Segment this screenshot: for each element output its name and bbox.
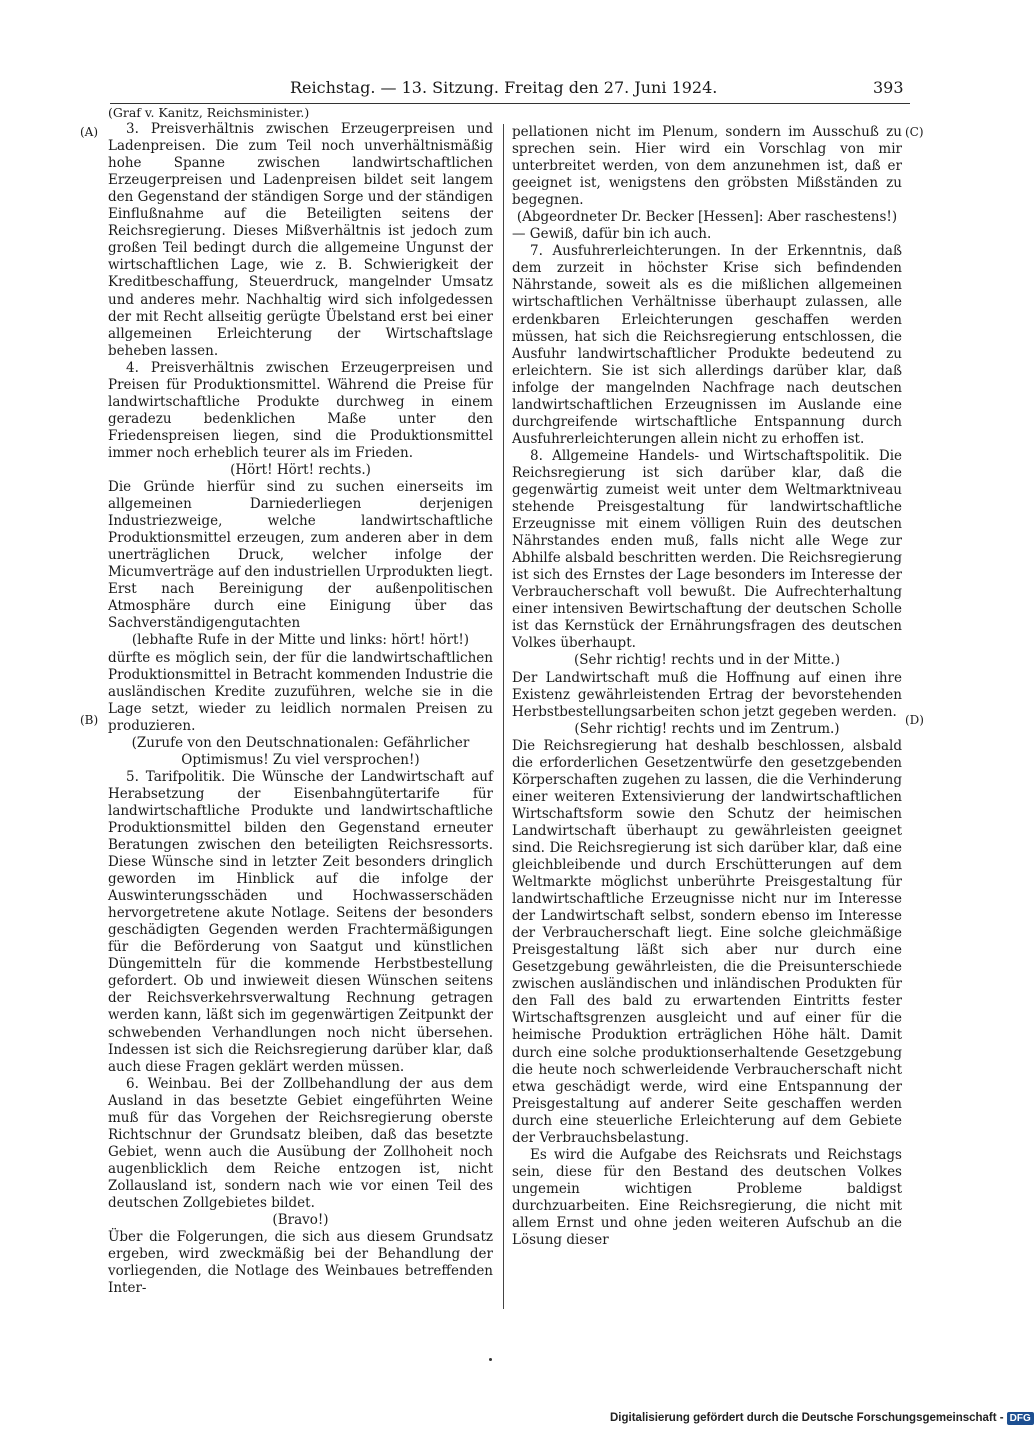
right-interjection: (Abgeordneter Dr. Becker [Hessen]: Aber raschestens!) <box>516 209 898 226</box>
right-interjection: (Sehr richtig! rechts und in der Mitte.) <box>574 652 840 669</box>
running-head: Reichstag. — 13. Sitzung. Freitag den 27. Juni 1924. <box>290 78 718 97</box>
left-paragraph: dürfte es möglich sein, der für die landwirtschaftlichen Produktionsmittel in Betracht kommenden Industrie die ausländischen Kredite zuzuführen, welche sie in die Lage setzt, wieder zu leidlich normalen Preisen zu produzieren. <box>108 649 493 734</box>
right-paragraph: — Gewiß, dafür bin ich auch. <box>512 226 712 243</box>
right-column <box>512 124 902 1249</box>
dfg-logo: DFG <box>1007 1412 1034 1425</box>
left-paragraph: 6. Weinbau. Bei der Zollbehandlung der aus dem Ausland in das besetzte Gebiet eingeführten Weine muß für das Vorgehen der Reichsregierung oberste Richtschnur der Grundsatz bleiben, daß das besetzte Gebiet, wenn auch die Ausübung der Zollhoheit noch augenblicklich dem Reiche entzogen ist, nicht Zollausland ist, sondern nach wie vor einen Teil des deutschen Zollgebietes bildet. <box>108 1075 493 1211</box>
margin-marker-b: (B) <box>80 713 99 727</box>
margin-marker-d: (D) <box>905 713 924 727</box>
left-interjection: (Hört! Hört! rechts.) <box>230 461 371 478</box>
margin-marker-a: (A) <box>80 125 99 139</box>
right-paragraph: 8. Allgemeine Handels- und Wirtschaftspolitik. Die Reichsregierung ist sich darüber klar, daß die gegenwärtig zumeist weit unter dem Weltmarktniveau stehende Preisgestaltung für landwirtschaftliche Erzeugnisse mit einem völligen Ruin des deutschen Nährstandes enden muß, falls nicht alle Wege zur Abhilfe alsbald beschritten werden. Die Reichsregierung ist sich des Ernstes der Lage besonders im Interesse der Verbraucherschaft voll bewußt. Die Aufrechterhaltung einer intensiven Bewirtschaftung der deutschen Scholle ist das Kernstück der Ernährungsfragen des deutschen Volkes überhaupt. <box>512 447 902 652</box>
right-column-body <box>512 124 902 1249</box>
left-column-body <box>108 121 493 1297</box>
footer-text: Digitalisierung gefördert durch die Deutsche Forschungsgemeinschaft - <box>610 1412 1004 1424</box>
left-paragraph: 4. Preisverhältnis zwischen Erzeugerpreisen und Preisen für Produktionsmittel. Während die Preise für landwirtschaftliche Produkte durchweg in einem geradezu bedenklichen Maße unter den Friedenspreisen liegen, sind die Produktionsmittel immer noch erheblich teurer als im Frieden. <box>108 359 493 461</box>
right-paragraph: Der Landwirtschaft muß die Hoffnung auf einen ihre Existenz gewährleistenden Ertrag der bevorstehenden Herbstbestellungsarbeiten schon jetzt gegeben werden. <box>512 669 902 720</box>
left-paragraph: Über die Folgerungen, die sich aus diesem Grundsatz ergeben, wird zweckmäßig bei der Behandlung der vorliegenden, die Notlage des Weinbaues betreffenden Inter- <box>108 1229 493 1297</box>
right-paragraph: 7. Ausfuhrerleichterungen. In der Erkenntnis, daß dem zurzeit in höchster Krise sich befindenden Nährstande, soweit als es die mißlichen allgemeinen wirtschaftlichen Verhältnisse überhaupt zulassen, alle erdenkbaren Erleichterungen geschaffen werden müssen, hat sich die Reichsregierung entschlossen, die Ausfuhr landwirtschaftlicher Produkte bedeutend zu erleichtern. Sie ist sich allerdings darüber klar, daß infolge der mangelnden Nachfrage nach deutschen landwirtschaftlichen Erzeugnissen im Auslande eine durchgreifende wirtschaftliche Entspannung durch Ausfuhrerleichterungen allein nicht zu erhoffen ist. <box>512 243 902 447</box>
print-mark <box>489 1358 492 1361</box>
right-paragraph: Es wird die Aufgabe des Reichsrats und Reichstags sein, diese für den Bestand des deutschen Volkes ungemein wichtigen Probleme baldigst durchzuarbeiten. Eine Reichsregierung, die nicht mit allem Ernst und ohne jeden weiteren Aufschub an die Lösung dieser <box>512 1146 902 1249</box>
footer-credit <box>610 1412 1034 1425</box>
margin-marker-c: (C) <box>905 125 924 139</box>
left-column <box>108 104 493 1297</box>
right-interjection: (Sehr richtig! rechts und im Zentrum.) <box>574 720 840 737</box>
left-interjection: (Bravo!) <box>272 1212 329 1229</box>
column-divider <box>503 124 504 1309</box>
page-header <box>0 78 1000 104</box>
left-paragraph: Die Gründe hierfür sind zu suchen einerseits im allgemeinen Darniederliegen derjenigen Industriezweige, welche landwirtschaftliche Produktionsmittel erzeugen, zum anderen aber in dem unerträglichen Druck, welcher infolge der Micumverträge auf den industriellen Urprodukten liegt. Erst nach Bereinigung der außenpolitischen Atmosphäre durch eine Einigung über das Sachverständigengutachten <box>108 479 493 632</box>
page-number: 393 <box>873 78 904 97</box>
right-paragraph: pellationen nicht im Plenum, sondern im Ausschuß zu sprechen sein. Hier wird ein Vorschlag von mir unterbreitet werden, von dem anzunehmen ist, daß er geeignet ist, wenigstens den gröbsten Mißständen zu begegnen. <box>512 124 902 209</box>
left-paragraph: 3. Preisverhältnis zwischen Erzeugerpreisen und Ladenpreisen. Die zum Teil noch unverhältnismäßig hohe Spanne zwischen landwirtschaftlichen Erzeugerpreisen und Ladenpreisen bildet seit langem den Gegenstand der ständigen Sorge und der ständigen Einflußnahme auf die Beteiligten seitens der Reichsregierung. Dieses Mißverhältnis ist jedoch zum großen Teil bedingt durch die allgemeine Ungunst der wirtschaftlichen Lage, wie z. B. Schwierigkeit der Kreditbeschaffung, Steuerdruck, mangelnder Umsatz und anderes mehr. Nachhaltig wird sich infolgedessen der mit Recht allseitig gerügte Übelstand erst bei einer allgemeinen Erleichterung der Wirtschaftslage beheben lassen. <box>108 121 493 359</box>
left-interjection: (lebhafte Rufe in der Mitte und links: hört! hört!) <box>131 632 470 649</box>
left-interjection: (Zurufe von den Deutschnationalen: Gefährlicher Optimismus! Zu viel versprochen!) <box>131 734 470 768</box>
left-paragraph: 5. Tarifpolitik. Die Wünsche der Landwirtschaft auf Herabsetzung der Eisenbahngütertarife für landwirtschaftliche Produkte und landwirtschaftliche Produktionsmittel bilden den Gegenstand erneuter Beratungen zwischen den beteiligten Reichsressorts. Diese Wünsche sind in letzter Zeit besonders dringlich geworden im Hinblick auf die infolge der Auswinterungsschäden und Hochwasserschäden hervorgetretene akute Notlage. Seitens der besonders geschädigten Gegenden werden Frachtermäßigungen für die Beförderung von Saatgut und künstlichen Düngemitteln für die kommende Herbstbestellung gefordert. Ob und inwieweit diesen Wünschen seitens der Reichsverkehrsverwaltung Rechnung getragen werden kann, läßt sich im gegenwärtigen Zeitpunkt der schwebenden Verhandlungen noch nicht übersehen. Indessen ist sich die Reichsregierung darüber klar, daß auch diese Fragen geklärt werden müssen. <box>108 768 493 1075</box>
right-paragraph: Die Reichsregierung hat deshalb beschlossen, alsbald die erforderlichen Gesetzentwürfe den gesetzgebenden Körperschaften zugehen zu lassen, die die Verhinderung einer weiteren Extensivierung der landwirtschaftlichen Wirtschaftsform sowie den Schutz der heimischen Landwirtschaft überhaupt zu gewährleisten geeignet sind. Die Reichsregierung ist sich darüber klar, daß eine gleichbleibende und durch Erschütterungen auf dem Weltmarkte möglichst unberührte Preisgestaltung für landwirtschaftliche Erzeugnisse nicht nur im Interesse der Landwirtschaft selbst, sondern ebenso im Interesse der Verbraucherschaft liegt. Eine solche gleichmäßige Preisgestaltung läßt sich aber nur durch eine Gesetzgebung gewährleisten, die die Preisunterschiede zwischen ausländischen und inländischen Produkten für den Fall des bald zu erwartenden Eintritts fester Wirtschaftsgrenzen ausgleicht und auf einer für die heimische Produktion erträglichen Höhe hält. Damit durch eine solche produktionserhaltende Gesetzgebung die heute noch schwerleidende Verbraucherschaft nicht etwa geschädigt werde, wird eine Entspannung der Preisgestaltung auf anderer Seite geschaffen werden durch eine steuerliche Erleichterung auf dem Gebiete der Verbrauchsbelastung. <box>512 737 902 1146</box>
speaker-line: (Graf v. Kanitz, Reichsminister.) <box>108 105 310 120</box>
